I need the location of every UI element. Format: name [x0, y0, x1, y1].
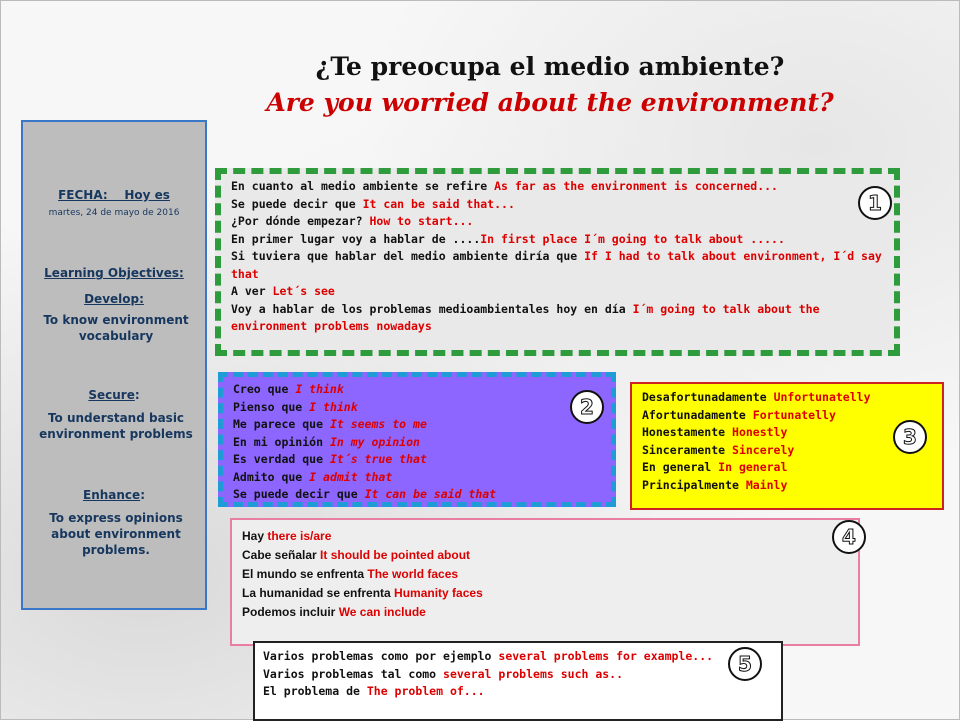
- page-subtitle: Are you worried about the environment?: [266, 88, 834, 117]
- spanish-phrase: A ver: [231, 284, 273, 298]
- english-translation: In first place I´m going to talk about .....: [480, 231, 785, 246]
- phrase-line: [642, 442, 932, 460]
- phrase-line: [231, 178, 884, 196]
- english-translation: The problem of...: [366, 684, 485, 698]
- spanish-phrase: Se puede decir que: [231, 196, 363, 211]
- spanish-phrase: Sinceramente: [642, 442, 733, 457]
- spanish-phrase: En cuanto al medio ambiente se refire: [231, 179, 495, 193]
- spanish-phrase: Admito que: [233, 469, 310, 484]
- english-translation: We can include: [338, 605, 426, 619]
- phrase-line: [231, 231, 884, 249]
- spanish-phrase: Me parece que: [233, 417, 330, 431]
- english-translation: The world faces: [367, 567, 459, 581]
- spanish-phrase: Es verdad que: [233, 452, 330, 466]
- spanish-phrase: Cabe señalar: [242, 548, 321, 562]
- phrase-line: [231, 213, 884, 231]
- spanish-phrase: Hay: [242, 529, 268, 543]
- english-translation: It seems to me: [329, 417, 427, 431]
- english-translation: there is/are: [267, 529, 332, 543]
- box-number-5-badge: 5: [728, 647, 762, 681]
- secure-label: Secure: [88, 388, 135, 402]
- spanish-phrase: En general: [642, 460, 719, 474]
- phrase-line: [242, 565, 848, 584]
- box-number-1-badge: 1: [858, 186, 892, 220]
- spanish-phrase: Afortunadamente: [642, 407, 753, 422]
- develop-label: Develop:: [84, 292, 144, 306]
- phrase-line: [233, 434, 601, 452]
- english-translation: I think: [295, 382, 344, 396]
- english-translation: I think: [309, 399, 358, 414]
- page-title: ¿Te preocupa el medio ambiente?: [315, 52, 785, 81]
- english-translation: Sincerely: [732, 442, 795, 457]
- spanish-phrase: Pienso que: [233, 399, 310, 414]
- phrase-line: [263, 666, 773, 684]
- phrase-line: [263, 683, 773, 701]
- phrase-line: [233, 469, 601, 487]
- phrase-box-5: [253, 641, 783, 721]
- box-number-3-badge: 3: [893, 420, 927, 454]
- spanish-phrase: ¿Por dónde empezar?: [231, 214, 370, 228]
- spanish-phrase: El mundo se enfrenta: [242, 567, 368, 581]
- box-number-2-badge: 2: [570, 390, 604, 424]
- spanish-phrase: Voy a hablar de los problemas medioambientales hoy en día: [231, 301, 633, 316]
- develop-heading: [23, 292, 205, 306]
- english-translation: As far as the environment is concerned...: [494, 179, 778, 193]
- secure-heading: Secure:: [88, 388, 140, 402]
- english-translation: Mainly: [745, 477, 788, 492]
- box-number-4-badge: 4: [832, 520, 866, 554]
- spanish-phrase: Se puede decir que: [233, 487, 365, 501]
- spanish-phrase: El problema de: [263, 684, 367, 698]
- phrase-line: [242, 603, 848, 622]
- english-translation: How to start...: [369, 214, 474, 228]
- phrase-line: [642, 389, 932, 407]
- english-translation: If I had to talk about environment, I´d say that: [231, 249, 882, 281]
- phrase-line: [242, 584, 848, 603]
- spanish-phrase: Desafortunadamente: [642, 390, 774, 404]
- english-translation: Fortunatelly: [752, 407, 836, 422]
- enhance-heading: Enhance:: [83, 488, 145, 502]
- phrase-line: [642, 459, 932, 477]
- phrase-line: [231, 283, 884, 301]
- english-translation: several problems for example...: [498, 649, 714, 663]
- secure-text: To understand basic environment problems: [39, 411, 193, 441]
- phrase-line: [233, 486, 601, 504]
- phrase-line: [242, 527, 848, 546]
- phrase-line: [242, 546, 848, 565]
- english-translation: It can be said that...: [362, 196, 515, 211]
- spanish-phrase: En primer lugar voy a hablar de ....: [231, 231, 481, 246]
- english-translation: I admit that: [309, 469, 393, 484]
- english-translation: I´m going to talk about the environment problems nowadays: [231, 301, 820, 333]
- phrase-line: [231, 301, 884, 336]
- english-translation: Humanity faces: [394, 586, 483, 600]
- learning-objectives-heading: Learning Objectives:: [44, 266, 184, 280]
- english-translation: It should be pointed about: [320, 548, 471, 562]
- english-translation: In general: [718, 460, 788, 474]
- enhance-text: To express opinions about environment problems.: [49, 511, 183, 557]
- spanish-phrase: Creo que: [233, 382, 296, 396]
- english-translation: Unfortunatelly: [773, 390, 871, 404]
- english-translation: Let´s see: [272, 284, 335, 298]
- phrase-line: [231, 196, 884, 214]
- phrase-line: [231, 248, 884, 283]
- spanish-phrase: Honestamente: [642, 425, 733, 439]
- develop-text: To know environment vocabulary: [43, 313, 189, 343]
- phrase-box-4: [230, 518, 860, 646]
- date-value: martes, 24 de mayo de 2016: [48, 208, 180, 218]
- english-translation: several problems such as..: [443, 666, 624, 681]
- phrase-box-1: [215, 168, 900, 356]
- english-translation: It can be said that: [364, 487, 497, 501]
- phrase-line: [233, 399, 601, 417]
- spanish-phrase: Principalmente: [642, 477, 746, 492]
- spanish-phrase: Podemos incluir: [242, 605, 339, 619]
- spanish-phrase: En mi opinión: [233, 434, 330, 449]
- english-translation: In my opinion: [329, 434, 420, 449]
- spanish-phrase: Varios problemas como por ejemplo: [263, 649, 499, 663]
- english-translation: Honestly: [732, 425, 788, 439]
- phrase-line: [233, 451, 601, 469]
- phrase-line: [263, 648, 773, 666]
- phrase-line: [233, 381, 601, 399]
- phrase-line: [233, 416, 601, 434]
- spanish-phrase: La humanidad se enfrenta: [242, 586, 395, 600]
- spanish-phrase: Si tuviera que hablar del medio ambiente diría que: [231, 249, 585, 263]
- phrase-box-2: [218, 372, 616, 507]
- date-label: FECHA: Hoy es: [58, 188, 170, 202]
- phrase-line: [642, 477, 932, 495]
- phrase-line: [642, 407, 932, 425]
- objectives-sidebar: [21, 120, 207, 610]
- spanish-phrase: Varios problemas tal como: [263, 666, 444, 681]
- phrase-line: [642, 424, 932, 442]
- enhance-label: Enhance: [83, 488, 141, 502]
- english-translation: It´s true that: [329, 452, 427, 466]
